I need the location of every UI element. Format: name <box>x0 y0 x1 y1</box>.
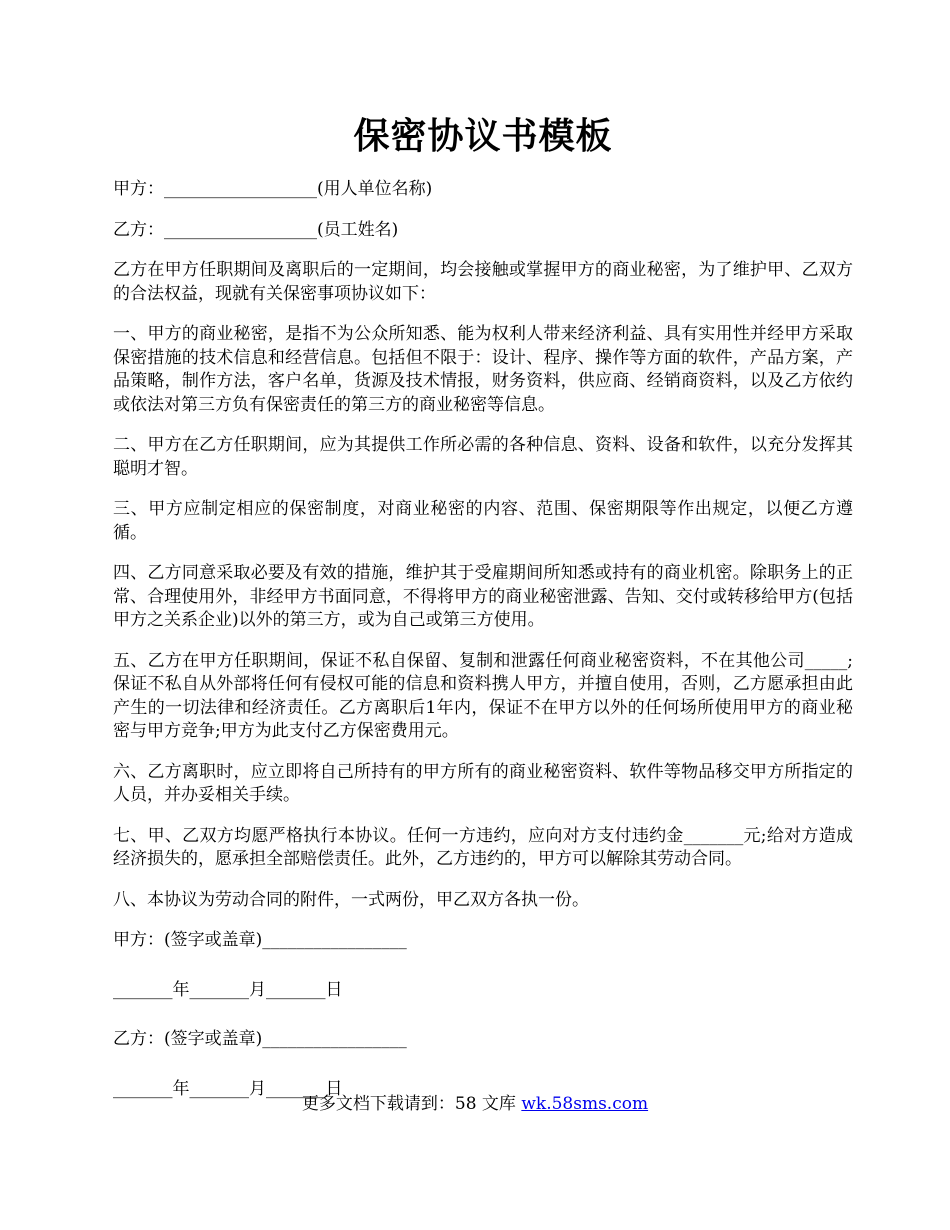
party-b-line: 乙方：__________________(员工姓名) <box>113 219 399 240</box>
footer <box>0 1092 950 1116</box>
clause-6: 六、乙方离职时，应立即将自己所持有的甲方所有的商业秘密资料、软件等物品移交甲方所指定的人员，并办妥相关手续。 <box>113 761 853 805</box>
clause-3: 三、甲方应制定相应的保密制度，对商业秘密的内容、范围、保密期限等作出规定，以便乙方遵循。 <box>113 499 853 543</box>
clause-4: 四、乙方同意采取必要及有效的措施，维护其于受雇期间所知悉或持有的商业机密。除职务上的正常、合理使用外，非经甲方书面同意，不得将甲方的商业秘密泄露、告知、交付或转移给甲方(包括甲方之关系企业)以外的第三方，或为自己或第三方使用。 <box>113 563 853 630</box>
date-b: _______年_______月_______日 <box>113 1078 343 1099</box>
document-title: 保密协议书模板 <box>353 115 613 157</box>
footer-prefix: 更多文档下载请到：58 文库 <box>301 1094 522 1114</box>
footer-link[interactable]: wk.58sms.com <box>521 1094 649 1114</box>
clause-1: 一、甲方的商业秘密，是指不为公众所知悉、能为权利人带来经济利益、具有实用性并经甲方采取保密措施的技术信息和经营信息。包括但不限于：设计、程序、操作等方面的软件，产品方案，产品策略，制作方法，客户名单，货源及技术情报，财务资料，供应商、经销商资料，以及乙方依约或依法对第三方负有保密责任的第三方的商业秘密等信息。 <box>113 324 853 415</box>
intro-paragraph: 乙方在甲方任职期间及离职后的一定期间，均会接触或掌握甲方的商业秘密，为了维护甲、乙双方的合法权益，现就有关保密事项协议如下： <box>113 260 853 304</box>
document-page <box>113 108 853 1118</box>
signature-a: 甲方：(签字或盖章)_________________ <box>113 930 407 950</box>
date-a: _______年_______月_______日 <box>113 979 343 1000</box>
clause-5: 五、乙方在甲方任职期间，保证不私自保留、复制和泄露任何商业秘密资料，不在其他公司_____;保证不私自从外部将任何有侵权可能的信息和资料携人甲方，并擅自使用，否则，乙方愿承担由此产生的一切法律和经济责任。乙方离职后1年内，保证不在甲方以外的任何场所使用甲方的商业秘密与甲方竞争;甲方为此支付乙方保密费用元。 <box>113 650 853 741</box>
clause-8: 八、本协议为劳动合同的附件，一式两份，甲乙双方各执一份。 <box>113 889 589 910</box>
party-a-line: 甲方：__________________(用人单位名称) <box>113 179 433 199</box>
clause-7: 七、甲、乙双方均愿严格执行本协议。任何一方违约，应向对方支付违约金_______元;给对方造成经济损失的，愿承担全部赔偿责任。此外，乙方违约的，甲方可以解除其劳动合同。 <box>113 825 853 869</box>
clause-2: 二、甲方在乙方任职期间，应为其提供工作所必需的各种信息、资料、设备和软件，以充分发挥其聪明才智。 <box>113 435 853 479</box>
signature-b: 乙方：(签字或盖章)_________________ <box>113 1029 407 1049</box>
